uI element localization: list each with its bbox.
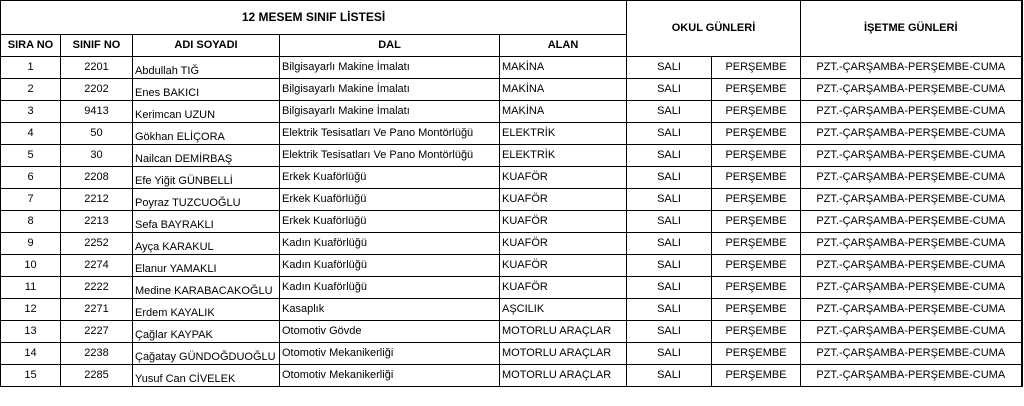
cell-isletme-gunleri: PZT.-ÇARŞAMBA-PERŞEMBE-CUMA xyxy=(801,57,1022,79)
table-row xyxy=(1,321,1022,343)
cell-alan: KUAFÖR xyxy=(500,167,627,189)
cell-adi-soyadi: Sefa BAYRAKLI xyxy=(133,211,280,233)
table-row xyxy=(1,277,1022,299)
cell-dal: Bilgisayarlı Makine İmalatı xyxy=(280,101,500,123)
cell-okul-gunu-2: PERŞEMBE xyxy=(712,79,801,101)
cell-alan: MOTORLU ARAÇLAR xyxy=(500,365,627,387)
cell-dal: Bilgisayarlı Makine İmalatı xyxy=(280,57,500,79)
cell-okul-gunu-1: SALI xyxy=(627,189,712,211)
cell-okul-gunu-1: SALI xyxy=(627,343,712,365)
cell-sira-no: 8 xyxy=(1,211,61,233)
cell-sinif-no: 2274 xyxy=(61,255,133,277)
cell-alan: AŞCILIK xyxy=(500,299,627,321)
cell-sira-no: 4 xyxy=(1,123,61,145)
cell-sinif-no: 50 xyxy=(61,123,133,145)
cell-alan: MAKİNA xyxy=(500,101,627,123)
cell-okul-gunu-2: PERŞEMBE xyxy=(712,145,801,167)
cell-okul-gunu-1: SALI xyxy=(627,321,712,343)
cell-alan: KUAFÖR xyxy=(500,211,627,233)
cell-okul-gunu-2: PERŞEMBE xyxy=(712,189,801,211)
cell-alan: ELEKTRİK xyxy=(500,145,627,167)
cell-sira-no: 12 xyxy=(1,299,61,321)
cell-sinif-no: 2202 xyxy=(61,79,133,101)
cell-adi-soyadi: Yusuf Can CİVELEK xyxy=(133,365,280,387)
cell-okul-gunu-2: PERŞEMBE xyxy=(712,277,801,299)
cell-isletme-gunleri: PZT.-ÇARŞAMBA-PERŞEMBE-CUMA xyxy=(801,277,1022,299)
table-row xyxy=(1,167,1022,189)
cell-dal: Erkek Kuaförlüğü xyxy=(280,167,500,189)
cell-okul-gunu-2: PERŞEMBE xyxy=(712,255,801,277)
cell-adi-soyadi: Çağatay GÜNDOĞDUOĞLU xyxy=(133,343,280,365)
cell-okul-gunu-2: PERŞEMBE xyxy=(712,299,801,321)
table-row xyxy=(1,101,1022,123)
cell-dal: Otomotiv Gövde xyxy=(280,321,500,343)
cell-adi-soyadi: Efe Yiğit GÜNBELLİ xyxy=(133,167,280,189)
cell-okul-gunu-1: SALI xyxy=(627,79,712,101)
table-row xyxy=(1,365,1022,387)
table-body xyxy=(1,57,1022,387)
cell-adi-soyadi: Abdullah TIĞ xyxy=(133,57,280,79)
cell-okul-gunu-1: SALI xyxy=(627,365,712,387)
cell-adi-soyadi: Gökhan ELİÇORA xyxy=(133,123,280,145)
cell-alan: KUAFÖR xyxy=(500,277,627,299)
cell-alan: ELEKTRİK xyxy=(500,123,627,145)
header-sira-no: SIRA NO xyxy=(1,35,61,57)
cell-okul-gunu-1: SALI xyxy=(627,123,712,145)
cell-dal: Elektrik Tesisatları Ve Pano Montörlüğü xyxy=(280,145,500,167)
cell-sinif-no: 2238 xyxy=(61,343,133,365)
cell-isletme-gunleri: PZT.-ÇARŞAMBA-PERŞEMBE-CUMA xyxy=(801,299,1022,321)
cell-isletme-gunleri: PZT.-ÇARŞAMBA-PERŞEMBE-CUMA xyxy=(801,255,1022,277)
header-adi-soyadi: ADI SOYADI xyxy=(133,35,280,57)
cell-dal: Elektrik Tesisatları Ve Pano Montörlüğü xyxy=(280,123,500,145)
cell-sinif-no: 2208 xyxy=(61,167,133,189)
cell-okul-gunu-2: PERŞEMBE xyxy=(712,343,801,365)
cell-alan: MAKİNA xyxy=(500,57,627,79)
cell-sira-no: 9 xyxy=(1,233,61,255)
cell-isletme-gunleri: PZT.-ÇARŞAMBA-PERŞEMBE-CUMA xyxy=(801,321,1022,343)
table-row xyxy=(1,79,1022,101)
cell-sira-no: 6 xyxy=(1,167,61,189)
header-okul-gunleri: OKUL GÜNLERİ xyxy=(627,1,801,57)
cell-dal: Kadın Kuaförlüğü xyxy=(280,233,500,255)
cell-okul-gunu-1: SALI xyxy=(627,299,712,321)
cell-alan: KUAFÖR xyxy=(500,233,627,255)
cell-dal: Bilgisayarlı Makine İmalatı xyxy=(280,79,500,101)
cell-isletme-gunleri: PZT.-ÇARŞAMBA-PERŞEMBE-CUMA xyxy=(801,79,1022,101)
cell-okul-gunu-1: SALI xyxy=(627,145,712,167)
header-sinif-no: SINIF NO xyxy=(61,35,133,57)
cell-sira-no: 13 xyxy=(1,321,61,343)
cell-okul-gunu-1: SALI xyxy=(627,233,712,255)
cell-okul-gunu-1: SALI xyxy=(627,211,712,233)
cell-adi-soyadi: Kerimcan UZUN xyxy=(133,101,280,123)
cell-sinif-no: 30 xyxy=(61,145,133,167)
table-row xyxy=(1,299,1022,321)
cell-sinif-no: 2213 xyxy=(61,211,133,233)
cell-okul-gunu-2: PERŞEMBE xyxy=(712,321,801,343)
cell-okul-gunu-2: PERŞEMBE xyxy=(712,167,801,189)
cell-alan: MAKİNA xyxy=(500,79,627,101)
table-row xyxy=(1,123,1022,145)
cell-isletme-gunleri: PZT.-ÇARŞAMBA-PERŞEMBE-CUMA xyxy=(801,343,1022,365)
table-row xyxy=(1,57,1022,79)
cell-adi-soyadi: Enes BAKICI xyxy=(133,79,280,101)
table-row xyxy=(1,343,1022,365)
cell-sinif-no: 9413 xyxy=(61,101,133,123)
table-row xyxy=(1,255,1022,277)
cell-sinif-no: 2252 xyxy=(61,233,133,255)
cell-sira-no: 2 xyxy=(1,79,61,101)
cell-sinif-no: 2271 xyxy=(61,299,133,321)
cell-adi-soyadi: Medine KARABACAKOĞLU xyxy=(133,277,280,299)
cell-isletme-gunleri: PZT.-ÇARŞAMBA-PERŞEMBE-CUMA xyxy=(801,233,1022,255)
cell-isletme-gunleri: PZT.-ÇARŞAMBA-PERŞEMBE-CUMA xyxy=(801,189,1022,211)
cell-alan: KUAFÖR xyxy=(500,189,627,211)
header-isletme-gunleri: İŞETME GÜNLERİ xyxy=(801,1,1022,57)
cell-sira-no: 7 xyxy=(1,189,61,211)
cell-adi-soyadi: Elanur YAMAKLI xyxy=(133,255,280,277)
header-alan: ALAN xyxy=(500,35,627,57)
cell-adi-soyadi: Poyraz TUZCUOĞLU xyxy=(133,189,280,211)
cell-isletme-gunleri: PZT.-ÇARŞAMBA-PERŞEMBE-CUMA xyxy=(801,145,1022,167)
cell-isletme-gunleri: PZT.-ÇARŞAMBA-PERŞEMBE-CUMA xyxy=(801,123,1022,145)
cell-isletme-gunleri: PZT.-ÇARŞAMBA-PERŞEMBE-CUMA xyxy=(801,211,1022,233)
cell-okul-gunu-2: PERŞEMBE xyxy=(712,211,801,233)
cell-sira-no: 1 xyxy=(1,57,61,79)
cell-dal: Otomotiv Mekanikerliği xyxy=(280,343,500,365)
cell-okul-gunu-2: PERŞEMBE xyxy=(712,365,801,387)
cell-okul-gunu-1: SALI xyxy=(627,57,712,79)
cell-sira-no: 5 xyxy=(1,145,61,167)
cell-okul-gunu-2: PERŞEMBE xyxy=(712,57,801,79)
cell-isletme-gunleri: PZT.-ÇARŞAMBA-PERŞEMBE-CUMA xyxy=(801,167,1022,189)
cell-dal: Erkek Kuaförlüğü xyxy=(280,211,500,233)
cell-okul-gunu-2: PERŞEMBE xyxy=(712,101,801,123)
table-row xyxy=(1,189,1022,211)
cell-sinif-no: 2227 xyxy=(61,321,133,343)
table-row xyxy=(1,145,1022,167)
cell-alan: KUAFÖR xyxy=(500,255,627,277)
cell-okul-gunu-1: SALI xyxy=(627,255,712,277)
cell-sinif-no: 2201 xyxy=(61,57,133,79)
cell-dal: Kasaplık xyxy=(280,299,500,321)
sheet-title: 12 MESEM SINIF LİSTESİ xyxy=(1,1,627,35)
cell-okul-gunu-1: SALI xyxy=(627,101,712,123)
cell-isletme-gunleri: PZT.-ÇARŞAMBA-PERŞEMBE-CUMA xyxy=(801,365,1022,387)
cell-okul-gunu-2: PERŞEMBE xyxy=(712,123,801,145)
cell-sira-no: 11 xyxy=(1,277,61,299)
cell-dal: Kadın Kuaförlüğü xyxy=(280,277,500,299)
cell-adi-soyadi: Erdem KAYALIK xyxy=(133,299,280,321)
cell-sinif-no: 2212 xyxy=(61,189,133,211)
cell-alan: MOTORLU ARAÇLAR xyxy=(500,343,627,365)
table-row xyxy=(1,211,1022,233)
cell-alan: MOTORLU ARAÇLAR xyxy=(500,321,627,343)
cell-sira-no: 14 xyxy=(1,343,61,365)
cell-adi-soyadi: Çağlar KAYPAK xyxy=(133,321,280,343)
cell-sinif-no: 2222 xyxy=(61,277,133,299)
cell-dal: Kadın Kuaförlüğü xyxy=(280,255,500,277)
header-dal: DAL xyxy=(280,35,500,57)
cell-sira-no: 15 xyxy=(1,365,61,387)
cell-okul-gunu-2: PERŞEMBE xyxy=(712,233,801,255)
cell-isletme-gunleri: PZT.-ÇARŞAMBA-PERŞEMBE-CUMA xyxy=(801,101,1022,123)
cell-dal: Otomotiv Mekanikerliği xyxy=(280,365,500,387)
cell-okul-gunu-1: SALI xyxy=(627,277,712,299)
cell-dal: Erkek Kuaförlüğü xyxy=(280,189,500,211)
cell-sira-no: 3 xyxy=(1,101,61,123)
cell-adi-soyadi: Ayça KARAKUL xyxy=(133,233,280,255)
cell-okul-gunu-1: SALI xyxy=(627,167,712,189)
table-row xyxy=(1,233,1022,255)
cell-sira-no: 10 xyxy=(1,255,61,277)
cell-sinif-no: 2285 xyxy=(61,365,133,387)
cell-adi-soyadi: Nailcan DEMİRBAŞ xyxy=(133,145,280,167)
